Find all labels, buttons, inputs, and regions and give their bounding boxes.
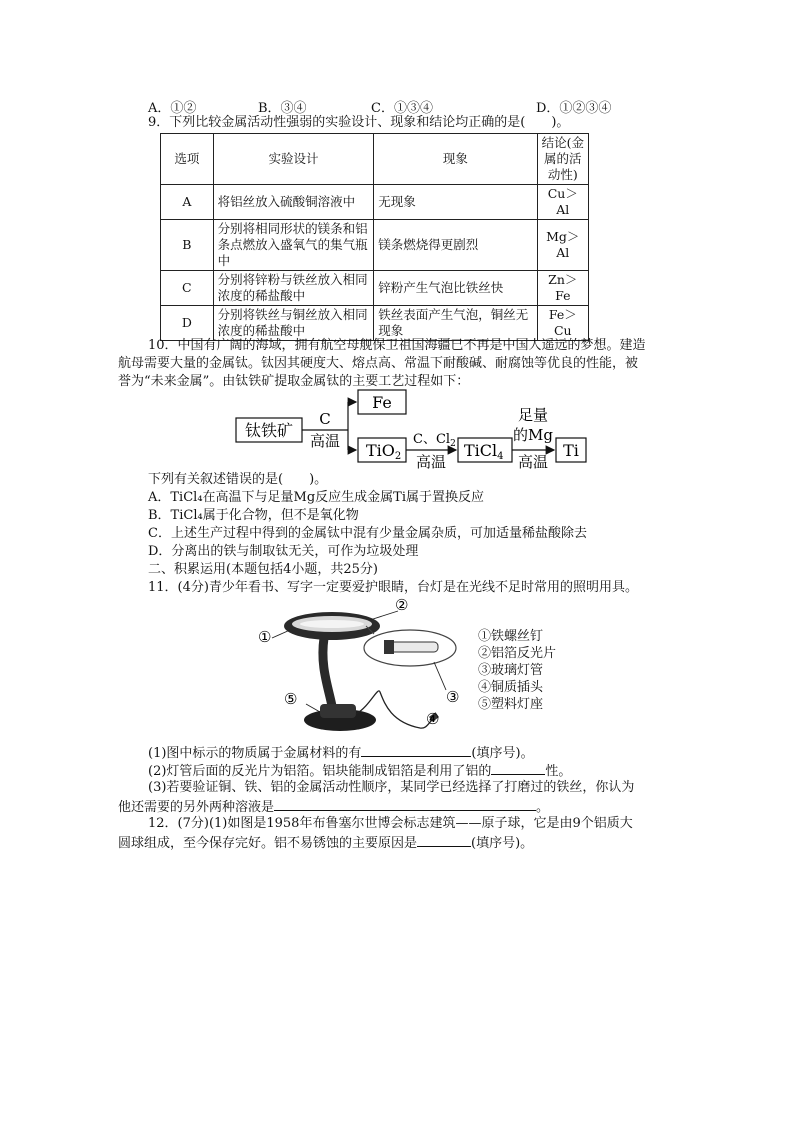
lamp-legend xyxy=(478,628,556,713)
row-design: 分别将相同形状的镁条和铝条点燃放入盛氧气的集气瓶中 xyxy=(213,220,374,271)
q10-option-a: A．TiCl₄在高温下与足量Mg反应生成金属Ti属于置换反应 xyxy=(148,490,484,505)
q10-option-b: B．TiCl₄属于化合物，但不是氧化物 xyxy=(148,508,359,523)
marker-4: ④ xyxy=(426,710,440,728)
table-row xyxy=(161,185,589,220)
header-conclusion: 结论(金属的活动性) xyxy=(537,134,588,185)
row-design: 分别将铁丝与铜丝放入相同浓度的稀盐酸中 xyxy=(213,306,374,341)
legend-item: ⑤塑料灯座 xyxy=(478,697,544,712)
row-phenomenon: 锌粉产生气泡比铁丝快 xyxy=(374,271,537,306)
row-conclusion: Mg＞Al xyxy=(537,220,588,271)
marker-3: ③ xyxy=(446,688,460,706)
row-option: C xyxy=(161,271,214,306)
marker-5: ⑤ xyxy=(284,690,298,708)
c-cl2-label: C、$Cl_2$ xyxy=(413,432,456,449)
q9-stem: 9．下列比较金属活动性强弱的实验设计、现象和结论均正确的是( )。 xyxy=(148,115,570,130)
q10-ask: 下列有关叙述错误的是( )。 xyxy=(148,472,328,487)
q10-option-c: C．上述生产过程中得到的金属钛中混有少量金属杂质，可加适量稀盐酸除去 xyxy=(148,526,587,541)
table-row xyxy=(161,220,589,271)
ti-label: Ti xyxy=(563,441,579,460)
row-phenomenon: 无现象 xyxy=(374,185,537,220)
ticl4-label: TiCl4 xyxy=(464,441,504,462)
row-option: A xyxy=(161,185,214,220)
q9-table xyxy=(160,133,589,341)
row-conclusion: Cu＞Al xyxy=(537,185,588,220)
q10-line1: 10．中国有广阔的海域，拥有航空母舰保卫祖国海疆已不再是中国人遥远的梦想。建造 xyxy=(148,338,646,353)
answer-blank-3[interactable] xyxy=(274,798,536,811)
q8-option-b: B．③④ xyxy=(258,101,307,116)
ore-label: 钛铁矿 xyxy=(244,421,294,440)
answer-blank-4[interactable] xyxy=(417,834,471,847)
marker-2: ② xyxy=(395,596,409,614)
c-label: C xyxy=(319,410,331,428)
legend-item: ③玻璃灯管 xyxy=(478,663,544,678)
q10-line2: 航母需要大量的金属钛。钛因其硬度大、熔点高、常温下耐酸碱、耐腐蚀等优良的性能，被 xyxy=(118,356,639,371)
q10-option-d: D．分离出的铁与制取钛无关，可作为垃圾处理 xyxy=(148,544,419,559)
legend-item: ④铜质插头 xyxy=(478,680,544,695)
q8-option-c: C．①③④ xyxy=(371,101,433,116)
q12-line1: 12．(7分)(1)如图是1958年布鲁塞尔世博会标志建筑——原子球，它是由9个铝质大 xyxy=(148,816,633,831)
q8-option-a: A．①② xyxy=(148,101,197,116)
row-conclusion: Fe＞Cu xyxy=(537,306,588,341)
q12-line2: 圆球组成，至今保存完好。铝不易锈蚀的主要原因是 (填序号)。 xyxy=(118,836,534,851)
desk-lamp-illustration xyxy=(250,596,480,738)
header-phenomenon: 现象 xyxy=(374,134,537,185)
table-row xyxy=(161,271,589,306)
header-option: 选项 xyxy=(161,134,214,185)
header-design: 实验设计 xyxy=(213,134,374,185)
high-temp-label-1: 高温 xyxy=(309,432,341,450)
mg-label: 的Mg xyxy=(513,426,553,444)
tube-icon xyxy=(390,642,438,652)
enough-label: 足量 xyxy=(517,406,549,424)
q11-part3-line1: (3)若要验证铜、铁、铝的金属活动性顺序，某同学已经选择了打磨过的铁丝，你认为 xyxy=(148,780,635,795)
legend-item: ②铝箔反光片 xyxy=(478,646,557,661)
q8-option-d: D．①②③④ xyxy=(536,101,612,116)
high-temp-label-3: 高温 xyxy=(517,453,549,470)
row-phenomenon: 镁条燃烧得更剧烈 xyxy=(374,220,537,271)
row-design: 分别将锌粉与铁丝放入相同浓度的稀盐酸中 xyxy=(213,271,374,306)
row-conclusion: Zn＞Fe xyxy=(537,271,588,306)
answer-blank-2[interactable] xyxy=(491,762,545,775)
row-option: B xyxy=(161,220,214,271)
section-heading: 二、积累运用(本题包括4小题，共25分) xyxy=(148,562,378,577)
row-design: 将铝丝放入硫酸铜溶液中 xyxy=(213,185,374,220)
answer-blank-1[interactable] xyxy=(361,744,471,757)
row-option: D xyxy=(161,306,214,341)
q11-stem: 11．(4分)青少年看书、写字一定要爱护眼睛，台灯是在光线不足时常用的照明用具。 xyxy=(148,580,638,595)
high-temp-label-2: 高温 xyxy=(415,453,447,470)
tio2-label: TiO2 xyxy=(366,441,402,462)
fe-label: Fe xyxy=(372,393,392,412)
q11-part1: (1)图中标示的物质属于金属材料的有 (填序号)。 xyxy=(148,746,534,761)
q11-part2: (2)灯管后面的反光片为铝箔。铝块能制成铝箔是利用了铝的 性。 xyxy=(148,764,572,779)
q10-line3: 誉为“未来金属”。由钛铁矿提取金属钛的主要工艺过程如下： xyxy=(118,374,470,389)
titanium-process-flowchart xyxy=(230,388,590,470)
table-row xyxy=(161,306,589,341)
legend-item: ①铁螺丝钉 xyxy=(478,629,544,644)
table-header-row xyxy=(161,134,589,185)
marker-1: ① xyxy=(258,628,272,646)
q11-part3-line2: 他还需要的另外两种溶液是 。 xyxy=(118,800,550,815)
row-phenomenon: 铁丝表面产生气泡，铜丝无现象 xyxy=(374,306,537,341)
